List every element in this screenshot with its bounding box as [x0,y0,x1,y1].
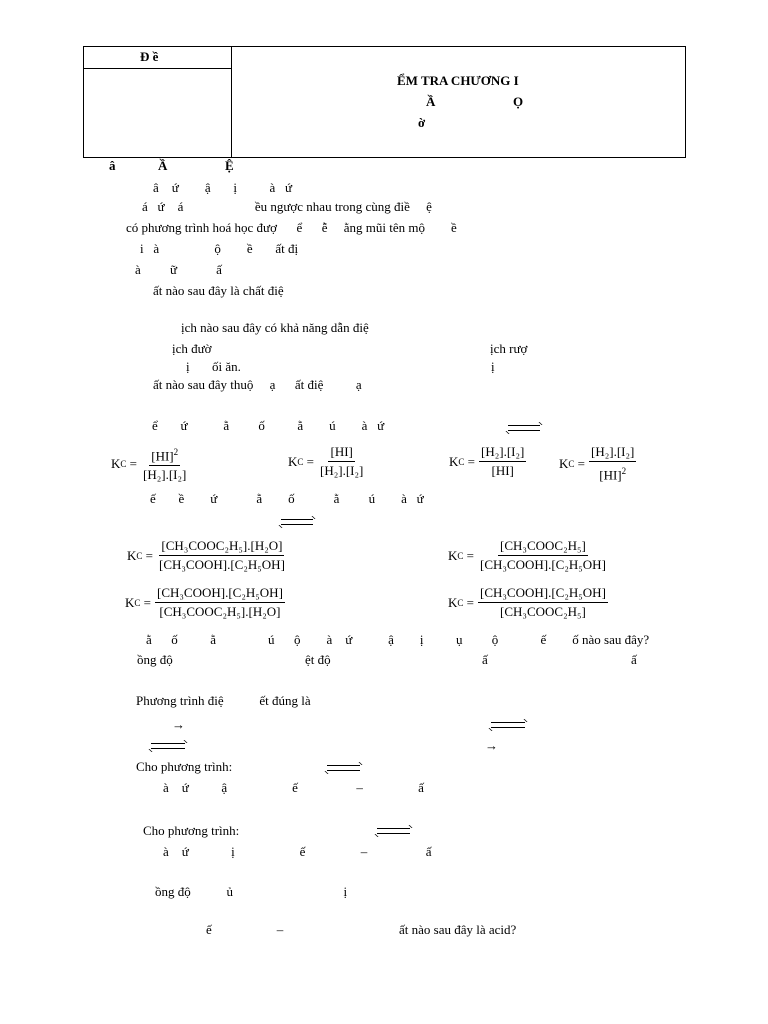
kc-symbol: K [127,547,137,563]
option-salt-frag-a: ị [186,359,190,374]
exam-subtitle-a: Ầ [426,94,436,109]
section-heading-part3: Ệ [225,158,234,173]
question-concentration: ồng độ ủ ị [155,884,348,899]
cho-2-line: à ứ ị ế – ấ [163,844,432,859]
option-d2-fragment: ấ [631,652,637,667]
question-acid: ất nào sau đây là acid? [399,922,517,937]
question-cho-1: Cho phương trình: [136,759,233,774]
kc-b-denominator: [H₂].[I₂] [320,463,364,478]
arrow-right-a: → [172,717,185,732]
kc-subscript: C [458,456,465,467]
kc-symbol: K [288,453,298,469]
kc-option-f: K C = $\frac{\text{[CH₃COOC₂H₅]}}{\text{[CH₃COOH].[C₂H₅OH]}}$ [448,538,606,572]
kc-subscript: C [457,550,464,561]
kc-e-denominator: [CH₃COOH].[C₂H₅OH] [159,557,285,572]
question-conductivity: ịch nào sau đây có khả năng dẫn điệ [181,320,369,335]
exam-title: ỂM TRA CHƯƠNG I [397,73,519,88]
question-acid-prefix: ế – [206,922,284,937]
kc-c-numerator: [H₂].[I₂] [479,444,526,462]
option-temperature: ệt độ [305,652,331,667]
equilibrium-arrow-3 [491,722,525,728]
question-electrolyte: ất nào sau đây là chất điệ [153,283,284,298]
header-divider-horizontal [83,68,232,69]
section-heading-part1: â [109,158,116,173]
exam-subtitle-b: Ọ [513,94,524,109]
option-sugar-solution: ịch đườ [172,341,212,356]
kc-h-numerator: [CH₃COOH].[C₂H₅OH] [478,585,608,603]
kc-a-denominator: [H₂].[I₂] [143,467,187,483]
question-expression-1: ể ứ ằ ố ằ ú à ứ [152,418,385,433]
kc-symbol: K [125,594,135,610]
kc-b-numerator: [HI] [328,444,354,462]
question-factor: ằ ố ằ ú ộ à ứ ậ ị ụ ộ ế ố nào sau đây? [146,632,650,647]
question-expression-2: ế ề ứ ằ ố ằ ú à ứ [150,491,424,506]
kc-g-denominator: [CH₃COOC₂H₅].[H₂O] [159,604,281,619]
kc-subscript: C [457,597,464,608]
question-ionization: Phương trình điệ ết đúng là [136,693,311,708]
option-concentration: ồng độ [137,652,173,667]
line-5: à ữ ấ [135,262,222,277]
question-electrolyte-type: ất nào sau đây thuộ ạ ất điệ ạ [153,377,362,392]
line-2: á ứ á ều ngược nhau trong cùng điề ệ [142,199,432,214]
kc-a-numerator: [HI] [151,448,174,464]
equilibrium-arrow-5 [327,765,360,771]
kc-option-e: K C = $\frac{\text{[CH₃COOC₂H₅].[H₂O]}}{\text{[CH₃COOH].[C₂H₅OH]}}$ [127,538,285,572]
kc-symbol: K [111,455,121,471]
kc-subscript: C [120,458,127,469]
kc-g-numerator: [CH₃COOH].[C₂H₅OH] [155,585,285,603]
option-alcohol-solution: ịch rượ [490,341,528,356]
line-3: có phương trình hoá học đượ ể ễ ằng mũi tên mộ ề [126,220,457,235]
kc-e-numerator: [CH₃COOC₂H₅].[H₂O] [159,538,284,556]
kc-symbol: K [559,455,569,471]
kc-f-denominator: [CH₃COOH].[C₂H₅OH] [480,557,606,572]
equilibrium-arrow-6 [377,828,410,834]
kc-d-denominator: [HI] [599,467,622,483]
exam-time: ờ [418,115,426,130]
header-divider-vertical [231,46,232,158]
section-heading-part2: Ầ [158,158,168,173]
question-cho-2: Cho phương trình: [143,823,240,838]
arrow-right-d: → [485,738,498,753]
kc-d-exponent: 2 [621,466,627,476]
cho-1-line: à ứ ậ ế – ấ [163,780,424,795]
equilibrium-arrow-1 [508,425,540,431]
equilibrium-arrow-4 [151,743,185,749]
kc-option-b: K C = $\frac{[HI]}{\text{[H₂].[I₂]}}$ [288,444,364,478]
option-salt-frag-b: ối ăn. [212,359,241,374]
option-c-fragment: ấ [482,652,488,667]
kc-option-h: K C = $\frac{\text{[CH₃COOH].[C₂H₅OH]}}{\text{[CH₃COOC₂H₅]}}$ [448,585,606,619]
kc-symbol: K [448,547,458,563]
line-1: â ứ ậ ị à ứ [153,180,293,195]
line-4: i à ộ ề ất đị [140,241,299,256]
equilibrium-arrow-2 [281,519,313,525]
kc-f-numerator: [CH₃COOC₂H₅] [498,538,588,556]
kc-subscript: C [136,550,143,561]
kc-option-d: K C = $\frac{\text{[H₂].[I₂]}}{[HI]^2}$ [559,444,635,483]
kc-d-numerator: [H₂].[I₂] [589,444,636,462]
kc-symbol: K [449,453,459,469]
kc-option-a: K C = $\frac{[HI]^2}{\text{[H₂].[I₂]}}$ [111,444,188,483]
kc-subscript: C [297,456,304,467]
kc-subscript: C [568,458,575,469]
kc-option-c: K C = $\frac{\text{[H₂].[I₂]}}{[HI]}$ [449,444,525,478]
kc-subscript: C [134,597,141,608]
option-d-fragment: ị [491,359,495,374]
kc-option-g: K C = $\frac{\text{[CH₃COOH].[C₂H₅OH]}}{\text{[CH₃COOC₂H₅].[H₂O]}}$ [125,585,283,619]
kc-symbol: K [448,594,458,610]
kc-h-denominator: [CH₃COOC₂H₅] [500,604,586,619]
header-box [83,46,686,158]
kc-a-exponent: 2 [173,447,179,457]
header-left-label: Đ ề [140,49,159,64]
kc-c-denominator: [HI] [491,463,514,478]
